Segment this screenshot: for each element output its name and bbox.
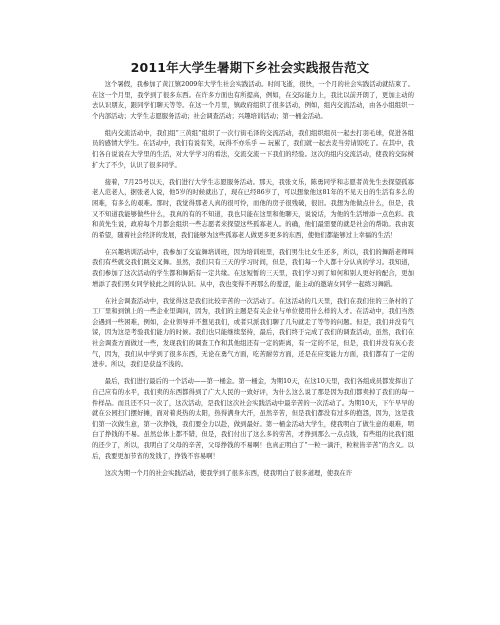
paragraph-4: 在兴趣培训活动中，我参加了交谊舞培训班，因为培训班里，我们男生比女生还多，所以，我们的舞蹈老师叫我们有些就交我们跳交叉舞。虽然，我们只有三天的学习时间，但是，我们每一个人都十分认真的学习。我知道，我们参加了这次活动的学生都和舞蹈有一定共缘。在这短暂的三天里，我们学习到了如何和别人更好的配合，更加增添了我们男女同学彼此之间的认识。从中，我也变得不再那么的羞涩，能主动的邀请女同学一起练习舞蹈。 <box>92 248 414 288</box>
paragraph-3: 接着，7月25号以天，我们进行大学生志愿服务活动。那天，我张文乐，陈勇同学和志愿者黄先生去探望孤寡老人范老人，据张老人说，他5岁的时候就出了，现在已经86岁了，可以想象他这81年的不见天日的生活有多么的困难，有多么的艰难。那时，我觉得那老人真的很可怜，而他的房子很残破，很旧。我想为他做点什么，但是，我又不知道我能够做些什么，我真的有的不知道，我也只能在这里和他聊天，说说话，为他的生活增添一点色彩。我和黄先生说，政府每个月都会组织一些志愿者来探望这些孤寡老人。的确，他们最需要的就是社会的帮助。我由衷的希望，随着社会经济的发展，我们能够为这些孤寡老人做更多更多的东西，使他们都能够过上幸福的生活！ <box>92 178 414 239</box>
paragraph-2: 组内交流活动中，我们组“三黄组”组织了一次行街毛泽的交流活动，我们组织组员一起去打羽毛球，促进各组员的感情大学生。在活动中，我们有说有笑，玩得不亦乐乎 — 玩累了，我们就一起去麦当劳请饭吃了。在其中，我们各自说说在大学里的生活，对大学学习的看法，交流交流一下我们的经验。这次的组内交流活动，使我的交际树扩大了不少，认识了很多同学。 <box>92 129 414 169</box>
paragraph-1: 这个暑假，我参加了黄江镇2009年大学生社会实践活动。时间飞逝，很快，一个月的社会实践活动就结束了。在这一个月里，我学到了很多东西。在许多方面也有所提高，例如，在交际能力上，我比以前开朗了，更加主动的去认识朋友，跟同学们聊天等等。在这一个月里，镇政府组织了很多活动，例如，组内交流活动，由各小组组织一个内部活动；大学生志愿服务活动；社会调查活动；兴趣培训活动；第一桶金活动。 <box>92 81 414 120</box>
paragraph-5: 在社会调查活动中，我觉得这是我们比较辛苦的一次活动了。在这活动的几天里，我们在我们住的三条村的了工厂里和到镇上的一些企业里调问，因为，我们的主题是有关企业与单位使用什么样的人才。在活动中，我们当然会遇到一些困难，例如，企业领导并不想见我们，或者只派我们聊了几句就走了等等的问题。但是，我们并没有气馁，因为这是考验我们能力的时候。我们也只能继续坚持，最后，我们终于完成了我们的调查活动，虽然，我们在社会调查方面做过一些，发现我们的调查工作和其他组还有一定的距离，有一定的不足，但是，我们并没有灰心丧气，因为，我们从中学到了很多东西，无论在勇气方面，吃苦耐劳方面，还是在应变能力方面，我们都有了一定的进步。所以，我们是获益不浅的。 <box>92 297 414 369</box>
paragraph-6: 最后，我们进行最后的一个活动——第一桶金。第一桶金，为期10天，在这10天里，我们各组成员都发挥出了自己应有的水平，我们卖的东西都得到了广大人民的一致好评，为什么这么说了那是因为我们都卖掉了我们的每一件样品。而且还不只一次了，这次活动，是我们这次社会实践活动中最辛苦的一次活动了。为期10天，下午早早的就在公园扫门摆好摊，面对着炎热的太阳，热得满身大汗，虽然辛苦，但是我们都没有过多的抱怨，因为，这是我们第一次做生意，第一次挣钱，我们要全力以赴，做到最好。第一桶金活动大学生，使我明白了做生意的艰难，明白了挣钱的不易。虽然总体上都不错，但是，我们付出了这么多的劳苦，才挣到那么一点点钱，有些组的比我们组的还少了，所以，我明白了父母的辛苦，父母挣钱的不易啊！也真正明白了“一粒一滴汗，粒粒皆辛苦”的含义。以后，我要更加节省的发钱了，挣钱不容易啊！ <box>92 378 414 460</box>
paragraph-7: 这次为期一个月的社会实践活动，使我学到了很多东西，使我明白了很多道理，使我在许 <box>104 469 353 477</box>
document-body <box>92 80 414 486</box>
document-title: 2011年大学生暑期下乡社会实践报告范文 <box>130 60 370 75</box>
